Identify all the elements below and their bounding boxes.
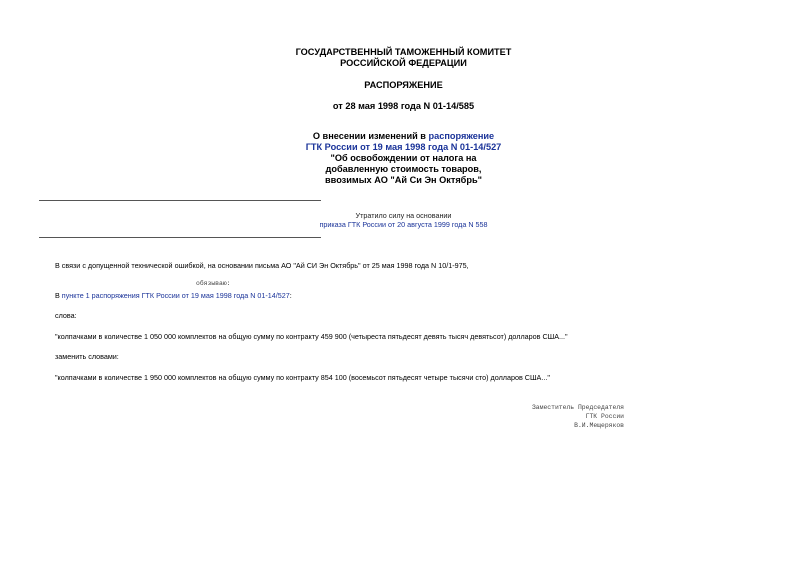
subject-prefix: О внесении изменений в — [312, 131, 429, 141]
replace-label: заменить словами: — [55, 352, 119, 361]
item-suffix: : — [289, 291, 292, 300]
divider-bottom — [39, 237, 321, 238]
document-header — [0, 47, 807, 69]
subject-order-link[interactable]: распоряжение — [428, 131, 495, 141]
subject-order-link-line2[interactable]: ГТК России от 19 мая 1998 года N 01-14/527 — [305, 142, 502, 152]
subject-line4: добавленную стоимость товаров, — [325, 164, 482, 174]
signature-name: В.И.Мещеряков — [574, 422, 624, 429]
item-prefix: В — [55, 291, 62, 300]
intro-paragraph: В связи с допущенной технической ошибкой, на основании письма АО "Ай СИ Эн Октябрь" от 25 мая 1998 года N 10/1-975, — [55, 261, 469, 270]
subject-line3: "Об освобождении от налога на — [330, 153, 477, 163]
status-line1: Утратило силу на основании — [355, 211, 452, 220]
old-text-quote: "колпачками в количестве 1 050 000 комплектов на общую сумму по контракту 459 900 (четыреста пятьдесят девять тысяч девятьсот) долларов США..." — [55, 332, 568, 341]
new-text-quote: "колпачками в количестве 1 950 000 комплектов на общую сумму по контракту 854 100 (восемьсот пятьдесят четыре тысячи сто) долларов США..." — [55, 373, 550, 382]
document-date: от 28 мая 1998 года N 01-14/585 — [332, 101, 475, 111]
subject-line5: ввозимых АО "Ай Си Эн Октябрь" — [325, 175, 482, 185]
obligate-word: обязываю: — [196, 280, 231, 287]
signature-position: Заместитель Председателя — [531, 404, 624, 411]
subject-line1 — [0, 131, 807, 142]
document-subject — [0, 131, 807, 186]
words-label: слова: — [55, 311, 77, 320]
org-name-line1: ГОСУДАРСТВЕННЫЙ ТАМОЖЕННЫЙ КОМИТЕТ — [295, 47, 512, 57]
signature-block — [532, 403, 624, 430]
item-paragraph — [55, 291, 292, 300]
status-note — [0, 211, 807, 229]
divider-top — [39, 200, 321, 201]
signature-organization: ГТК России — [585, 413, 624, 420]
org-name-line2: РОССИЙСКОЙ ФЕДЕРАЦИИ — [340, 58, 467, 68]
document-type: РАСПОРЯЖЕНИЕ — [364, 80, 443, 90]
item-order-link[interactable]: пункте 1 распоряжения ГТК России от 19 мая 1998 года N 01-14/527 — [61, 291, 290, 300]
status-repeal-link[interactable]: приказа ГТК России от 20 августа 1999 года N 558 — [319, 220, 488, 229]
